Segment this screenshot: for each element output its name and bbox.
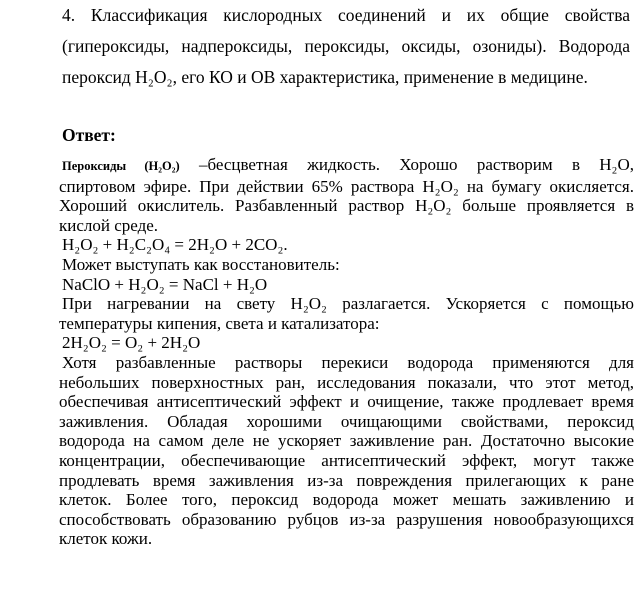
- body-line-17: продлевать время заживления из-за повреждения прилегающих к ране: [59, 470, 634, 490]
- equation-hypochlorite: NaClO + H₂O₂ = NaCl + H₂O: [62, 274, 268, 294]
- body-line-16: концентрации, обеспечивающие антисептический эффект, могут также: [59, 450, 634, 470]
- body-line-9: температуры кипения, света и катализатора:: [59, 313, 380, 333]
- body-line-18: клеток. Более того, пероксид водорода может мешать заживлению и: [59, 490, 634, 510]
- body-line-13: обеспечивая антисептический эффект и очищение, также продлевает время: [59, 392, 634, 412]
- question-line-2: (гипероксиды, надпероксиды, пероксиды, оксиды, озониды). Водорода: [62, 36, 630, 56]
- question-text: [62, 0, 630, 93]
- equation-decomposition: 2H₂O₂ = O₂ + 2H₂O: [62, 333, 201, 353]
- body-line-4: кислой среде.: [59, 215, 159, 235]
- body-line-2: спиртовом эфире. При действии 65% раствора H₂O₂ на бумагу окисляется.: [59, 176, 634, 196]
- body-line-15: водорода на самом деле не ускоряет заживление ран. Достаточно высокие: [59, 431, 634, 451]
- body-line-20: клеток кожи.: [59, 529, 153, 549]
- question-line-1: 4. Классификация кислородных соединений и их общие свойства: [62, 5, 630, 25]
- question-line-3: пероксид H₂O₂, его КО и ОВ характеристика, применение в медицине.: [62, 67, 588, 87]
- peroxide-description: –бесцветная жидкость. Хорошо растворим в H₂O,: [179, 155, 635, 174]
- body-line-8: При нагревании на свету H₂O₂ разлагается. Ускоряется с помощью: [62, 294, 634, 314]
- answer-body: [59, 155, 634, 549]
- body-line-1: [59, 155, 634, 177]
- equation-oxalic: H₂O₂ + H₂C₂O₄ = 2H₂O + 2CO₂.: [62, 235, 288, 255]
- peroxide-term: Пероксиды (H₂O₂): [62, 159, 180, 173]
- body-line-11: Хотя разбавленные растворы перекиси водорода применяются для: [62, 352, 634, 372]
- body-line-14: заживления. Обладая хорошими очищающими свойствами, пероксид: [59, 411, 634, 431]
- body-line-19: способствовать образованию рубцов из-за разрушения новообразующихся: [59, 509, 634, 529]
- body-line-3: Хороший окислитель. Разбавленный раствор H₂O₂ больше проявляется в: [59, 196, 634, 216]
- body-line-12: небольших поверхностных ран, исследования показали, что этот метод,: [59, 372, 634, 392]
- answer-label: Ответ:: [62, 125, 116, 145]
- body-line-6: Может выступать как восстановитель:: [62, 254, 340, 274]
